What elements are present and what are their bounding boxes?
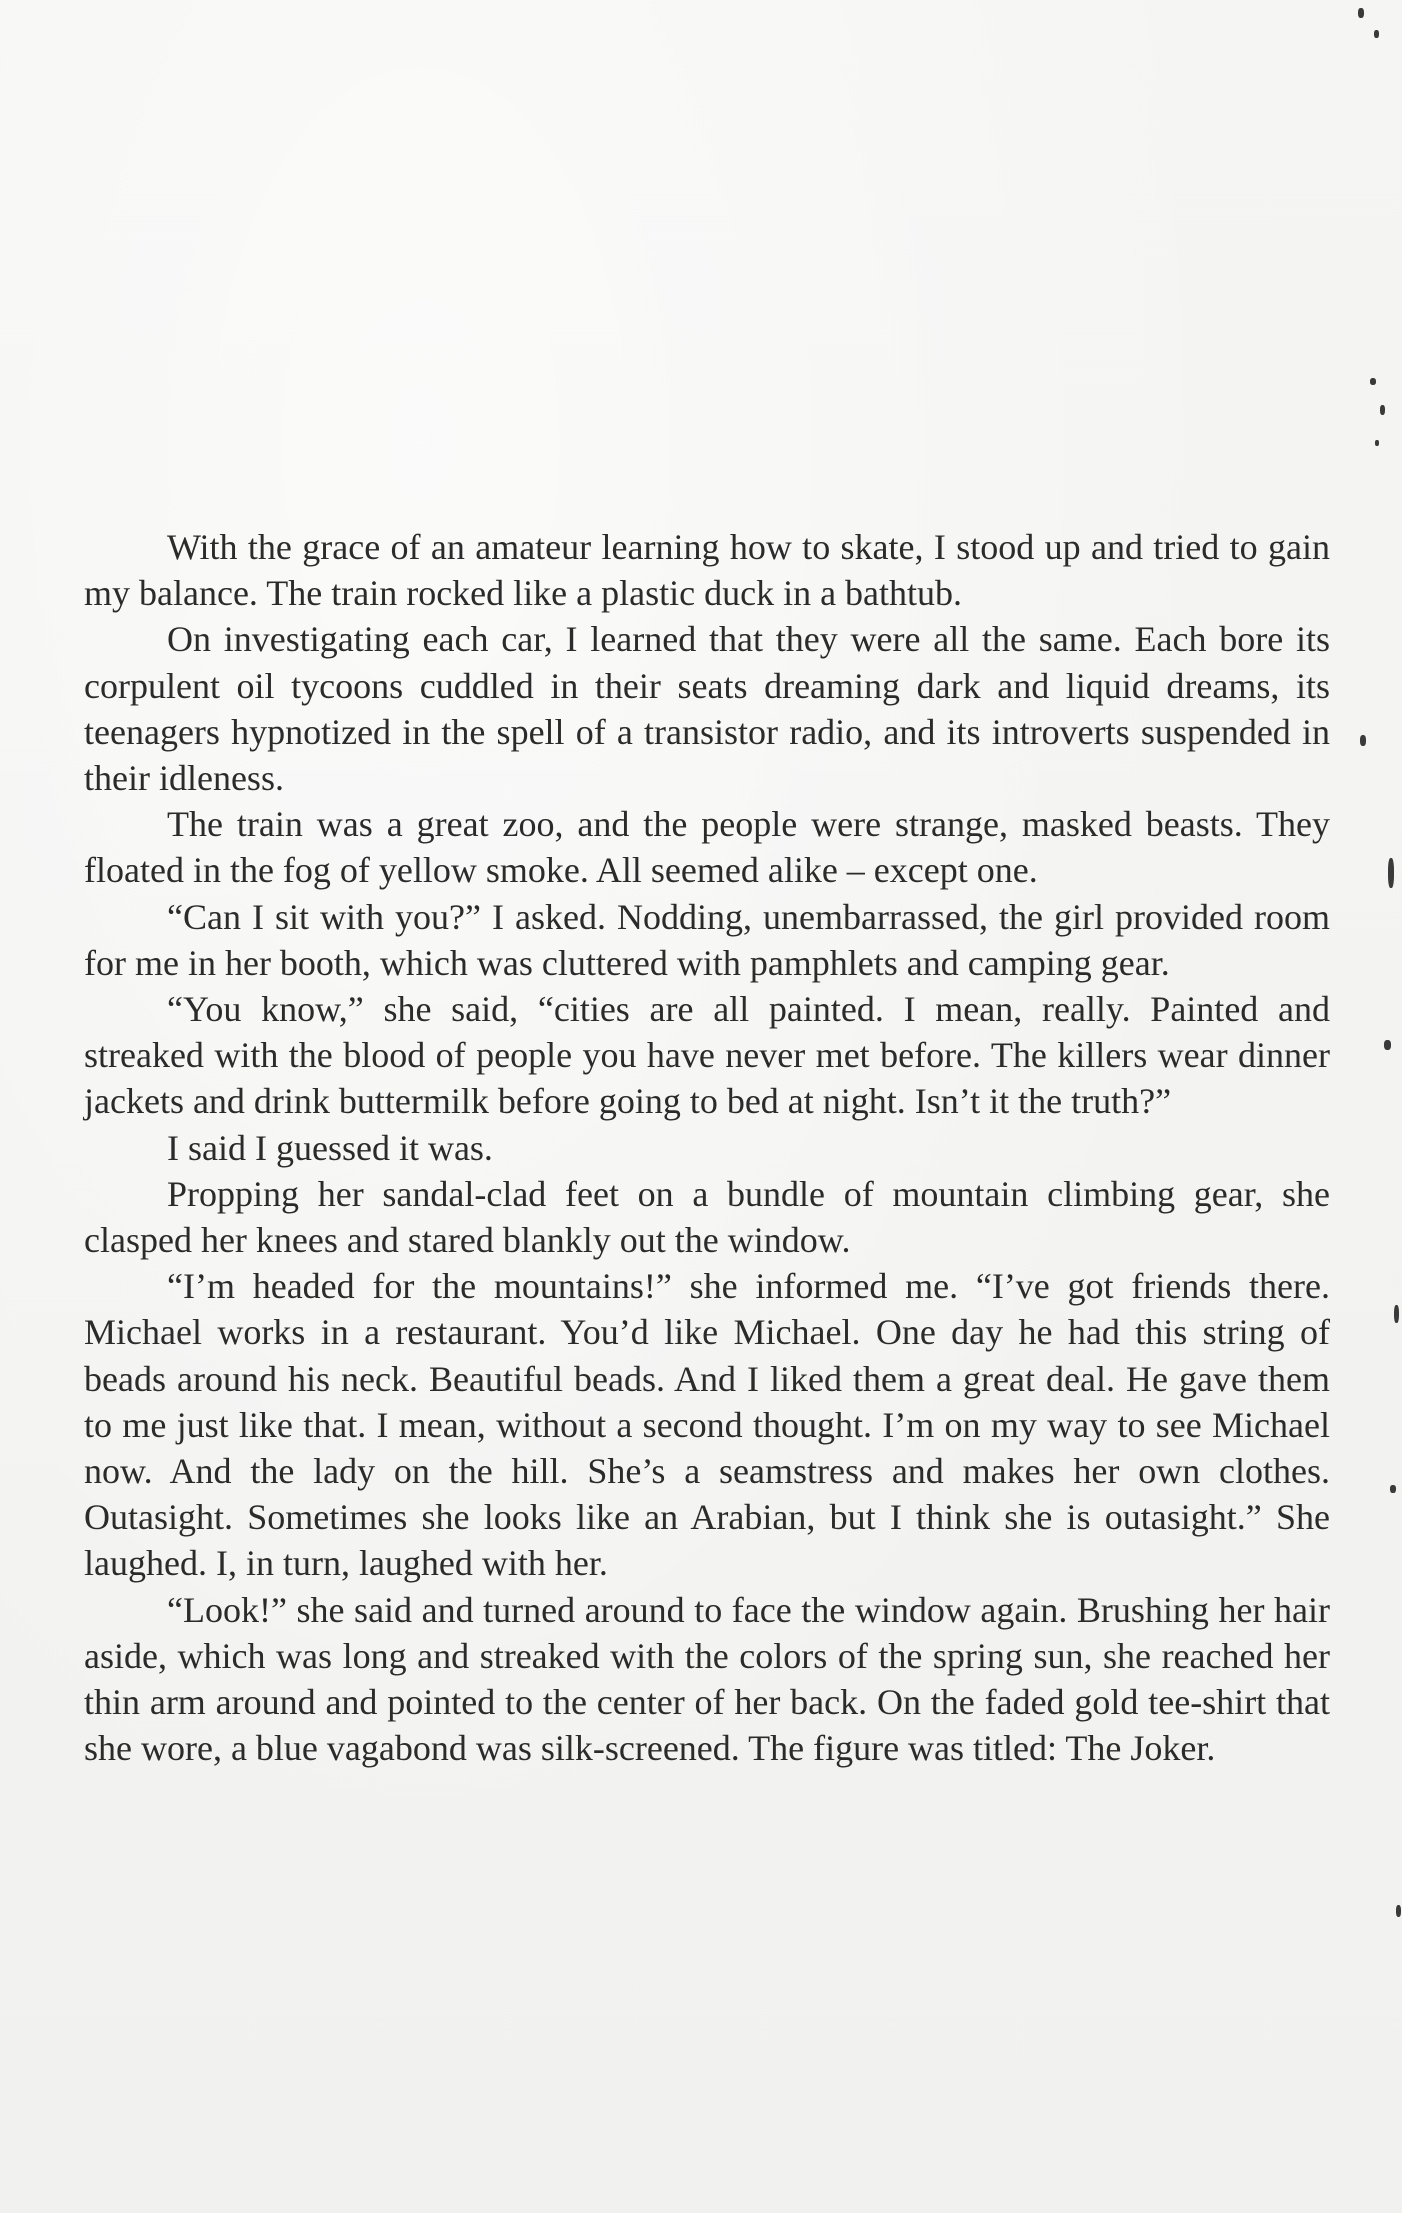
scan-speck — [1375, 440, 1379, 446]
paragraph-2: On investigating each car, I learned that they were all the same. Each bore its corpulent oil tycoons cuddled in their seats dreaming dark and liquid dreams, its teenagers hypnotized in the spell of a transistor radio, and its introverts suspended in their idleness. — [84, 619, 1330, 799]
scan-speck — [1390, 1485, 1396, 1493]
scan-speck — [1396, 1905, 1401, 1917]
scan-speck — [1388, 858, 1394, 888]
paragraph-5: “You know,” she said, “cities are all painted. I mean, really. Painted and streaked with the blood of people you have never met before. The killers wear dinner jackets and drink buttermilk before going to bed at night. Isn’t it the truth?” — [84, 989, 1330, 1122]
scan-speck — [1380, 405, 1385, 415]
paragraph-9: “Look!” she said and turned around to face the window again. Brushing her hair aside, which was long and streaked with the colors of the spring sun, she reached her thin arm around and pointed to the center of her back. On the faded gold tee-shirt that she wore, a blue vagabond was silk-screened. The figure was titled: The Joker. — [84, 1589, 1330, 1769]
scan-speck — [1374, 30, 1379, 38]
scan-speck — [1384, 1040, 1391, 1050]
paragraph-4: “Can I sit with you?” I asked. Nodding, unembarrassed, the girl provided room for me in her booth, which was cluttered with pamphlets and camping gear. — [84, 896, 1330, 983]
scan-speck — [1370, 378, 1376, 385]
paragraph-3: The train was a great zoo, and the people were strange, masked beasts. They floated in the fog of yellow smoke. All seemed alike – except one. — [84, 804, 1330, 891]
paragraph-6: I said I guessed it was. — [167, 1127, 493, 1168]
scan-speck — [1394, 1305, 1399, 1323]
scan-speck — [1358, 8, 1364, 18]
scan-speck — [1360, 735, 1366, 746]
body-text — [84, 524, 1330, 1771]
paragraph-7: Propping her sandal-clad feet on a bundle of mountain climbing gear, she clasped her knees and stared blankly out the window. — [84, 1173, 1330, 1261]
paragraph-1: With the grace of an amateur learning how to skate, I stood up and tried to gain my balance. The train rocked like a plastic duck in a bathtub. — [84, 527, 1330, 614]
paragraph-8: “I’m headed for the mountains!” she informed me. “I’ve got friends there. Michael works in a restaurant. You’d like Michael. One day he had this string of beads around his neck. Beautiful beads. And I liked them a great deal. He gave them to me just like that. I mean, without a second thought. I’m on my way to see Michael now. And the lady on the hill. She’s a seamstress and makes her own clothes. Outasight. Sometimes she looks like an Arabian, but I think she is outasight.” She laughed. I, in turn, laughed with her. — [84, 1266, 1330, 1584]
